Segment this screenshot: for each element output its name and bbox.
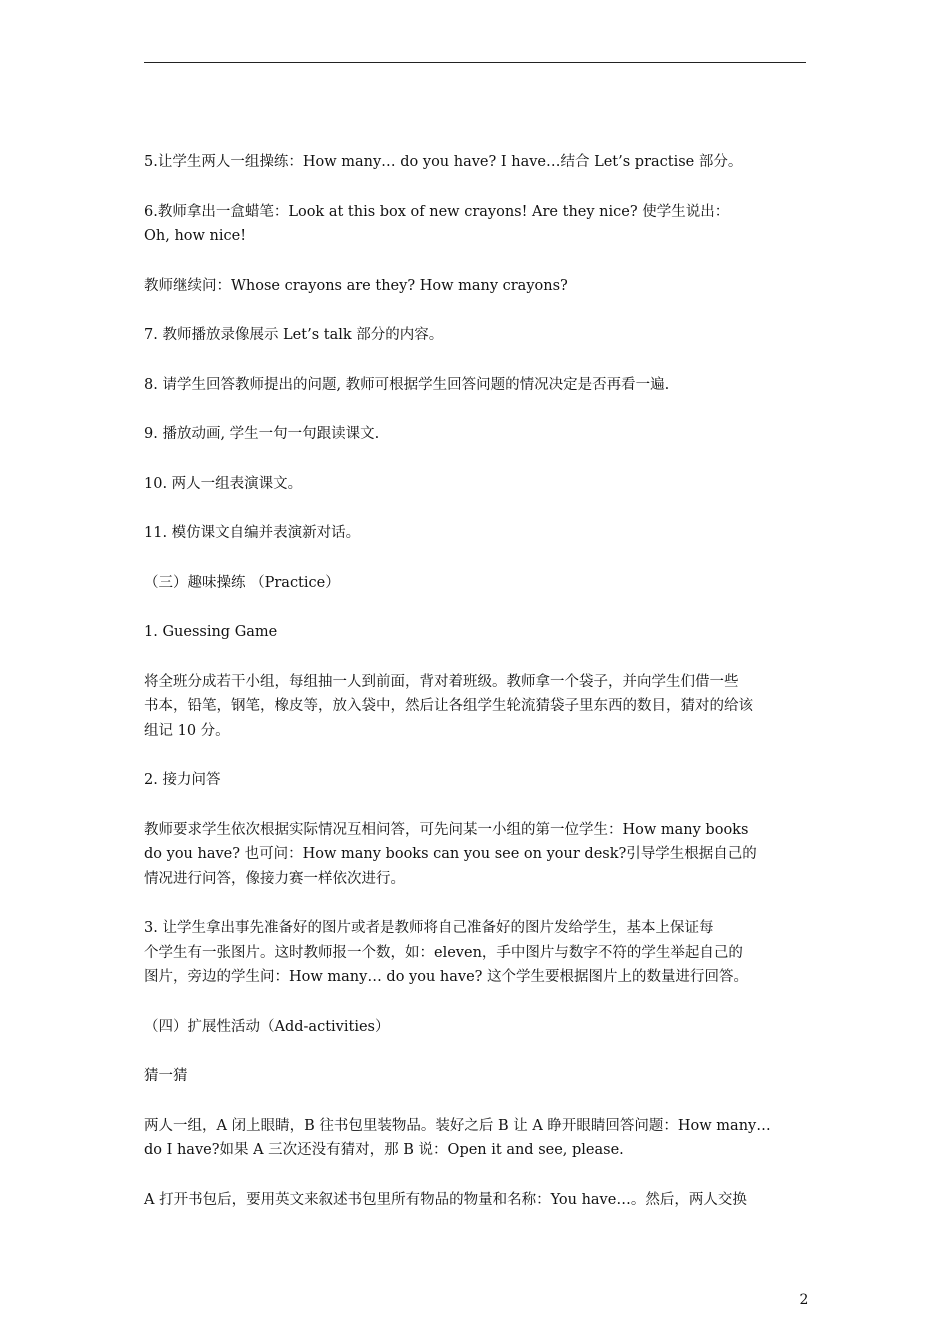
text-line: 两人一组，A 闭上眼睛，B 往书包里装物品。装好之后 B 让 A 睁开眼睛回答问题：How many… [144,1117,771,1134]
header-rule [144,62,806,63]
paragraph-gap [144,496,806,521]
paragraph-gap [144,447,806,472]
text-line: 教师要求学生依次根据实际情况互相问答，可先问某一小组的第一位学生：How many books [144,821,749,838]
paragraph-gap [144,645,806,670]
paragraph-gap [144,990,806,1015]
paragraph-gap [144,175,806,200]
text-line: A 打开书包后，要用英文来叙述书包里所有物品的物量和名称：You have…。然后，两人交换 [144,1191,747,1208]
paragraph-gap [144,298,806,323]
paragraph [144,1064,806,1089]
text-line: （三）趣味操练 （Practice） [144,574,340,591]
text-line: 图片，旁边的学生问：How many… do you have? 这个学生要根据图片上的数量进行回答。 [144,969,749,985]
paragraph [144,422,806,447]
text-line: 10. 两人一组表演课文。 [144,475,303,492]
document-body [144,150,806,1212]
paragraph [144,768,806,793]
text-line: 11. 模仿课文自编并表演新对话。 [144,525,361,541]
paragraph-gap [144,793,806,818]
text-line: 书本，铅笔，钢笔，橡皮等，放入袋中，然后让各组学生轮流猜袋子里东西的数目，猜对的给该 [144,698,753,714]
paragraph-gap [144,743,806,768]
text-line: do you have? 也可问：How many books can you see on your desk?引导学生根据自己的 [144,846,757,862]
paragraph [144,670,806,744]
paragraph-gap [144,1039,806,1064]
text-line: 猜一猜 [144,1068,188,1084]
text-line: 1. Guessing Game [144,624,278,640]
text-line: 组记 10 分。 [144,722,230,739]
text-line: 个学生有一张图片。这时教师报一个数，如：eleven，手中图片与数字不符的学生举起自己的 [144,944,743,961]
paragraph [144,571,806,596]
paragraph-gap [144,546,806,571]
text-line: 8. 请学生回答教师提出的问题, 教师可根据学生回答问题的情况决定是否再看一遍. [144,376,670,393]
paragraph [144,620,806,645]
text-line: 将全班分成若干小组，每组抽一人到前面，背对着班级。教师拿一个袋子，并向学生们借一些 [144,673,739,690]
text-line: 7. 教师播放录像展示 Let’s talk 部分的内容。 [144,327,444,343]
text-line: Oh, how nice! [144,228,247,244]
paragraph [144,916,806,990]
paragraph-gap [144,397,806,422]
text-line: 5.让学生两人一组操练：How many… do you have? I have…结合 Let’s practise 部分。 [144,154,743,170]
paragraph [144,373,806,398]
text-line: 6.教师拿出一盒蜡笔：Look at this box of new crayons! Are they nice? 使学生说出： [144,203,730,220]
paragraph [144,818,806,892]
paragraph [144,274,806,299]
paragraph-gap [144,1163,806,1188]
paragraph [144,521,806,546]
page-number: 2 [799,1292,809,1308]
text-line: 教师继续问：Whose crayons are they? How many crayons? [144,277,568,294]
paragraph-gap [144,249,806,274]
text-line: do I have?如果 A 三次还没有猜对，那 B 说：Open it and see, please. [144,1142,624,1158]
text-line: 2. 接力问答 [144,772,221,788]
paragraph [144,1188,806,1213]
text-line: 情况进行问答，像接力赛一样依次进行。 [144,870,405,887]
paragraph-gap [144,348,806,373]
text-line: 9. 播放动画, 学生一句一句跟读课文. [144,426,380,442]
paragraph-gap [144,891,806,916]
paragraph [144,150,806,175]
paragraph [144,1015,806,1040]
paragraph [144,472,806,497]
paragraph [144,200,806,249]
paragraph-gap [144,1089,806,1114]
text-line: 3. 让学生拿出事先准备好的图片或者是教师将自己准备好的图片发给学生，基本上保证每 [144,920,714,936]
paragraph [144,323,806,348]
paragraph [144,1114,806,1163]
text-line: （四）扩展性活动（Add-activities） [144,1018,390,1035]
paragraph-gap [144,595,806,620]
